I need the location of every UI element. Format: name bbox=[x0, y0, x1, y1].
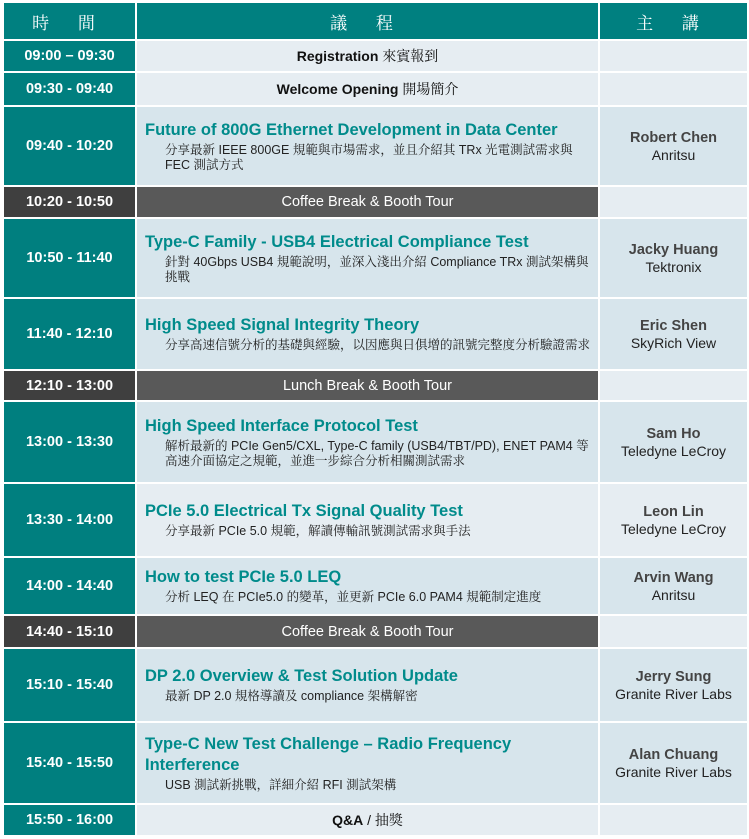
speaker-organization: Teledyne LeCroy bbox=[620, 520, 727, 537]
session-description: 分析 LEQ 在 PCIe5.0 的變革，並更新 PCIe 6.0 PAM4 規範制定進度 bbox=[165, 590, 542, 604]
break-title: Lunch Break & Booth Tour bbox=[136, 370, 599, 401]
program-title-bold: Q&A bbox=[332, 812, 364, 828]
speaker-organization: SkyRich View bbox=[630, 334, 717, 351]
session-title: DP 2.0 Overview & Test Solution Update bbox=[145, 667, 458, 685]
row-speaker-empty bbox=[599, 615, 748, 648]
agenda-break-row bbox=[3, 370, 748, 401]
program-title-bold: Welcome Opening bbox=[276, 81, 399, 97]
row-speaker bbox=[599, 483, 748, 557]
speaker-organization: Teledyne LeCroy bbox=[620, 442, 727, 459]
row-time: 11:40 - 12:10 bbox=[3, 298, 136, 370]
row-speaker-empty bbox=[599, 186, 748, 218]
row-program bbox=[136, 483, 599, 557]
session-title: Future of 800G Ethernet Development in Data Center bbox=[145, 120, 558, 139]
agenda-row bbox=[3, 722, 748, 804]
break-title: Coffee Break & Booth Tour bbox=[136, 615, 599, 648]
speaker-organization: Granite River Labs bbox=[615, 763, 732, 780]
row-time: 10:20 - 10:50 bbox=[3, 186, 136, 218]
row-speaker bbox=[599, 298, 748, 370]
agenda-row bbox=[3, 106, 748, 186]
session-description: 針對 40Gbps USB4 規範說明，並深入淺出介紹 Compliance TRx 測試架構與挑戰 bbox=[165, 254, 589, 284]
agenda-row bbox=[3, 401, 748, 483]
session-description: 解析最新的 PCIe Gen5/CXL, Type-C family (USB4/TBT/PD), ENET PAM4 等高速介面協定之規範，並進一步綜合分析相關測試需求 bbox=[165, 438, 589, 468]
row-program bbox=[136, 218, 599, 298]
row-speaker bbox=[599, 648, 748, 722]
agenda-row bbox=[3, 557, 748, 615]
row-speaker-empty bbox=[599, 72, 748, 106]
row-time: 15:40 - 15:50 bbox=[3, 722, 136, 804]
agenda-row bbox=[3, 218, 748, 298]
agenda-header-row bbox=[3, 2, 748, 40]
agenda-row bbox=[3, 72, 748, 106]
agenda-row bbox=[3, 804, 748, 836]
session-description: 分享高速信號分析的基礎與經驗，以因應與日俱增的訊號完整度分析驗證需求 bbox=[165, 338, 591, 352]
speaker-name: Eric Shen bbox=[640, 317, 707, 334]
speaker-name: Alan Chuang bbox=[628, 746, 719, 763]
agenda-row bbox=[3, 648, 748, 722]
speaker-name: Leon Lin bbox=[643, 503, 704, 520]
row-speaker bbox=[599, 557, 748, 615]
row-time: 09:40 - 10:20 bbox=[3, 106, 136, 186]
row-program bbox=[136, 298, 599, 370]
header-speaker: 主 講 bbox=[599, 2, 748, 40]
speaker-organization: Anritsu bbox=[651, 146, 696, 163]
row-speaker bbox=[599, 218, 748, 298]
row-time: 15:50 - 16:00 bbox=[3, 804, 136, 836]
speaker-organization: Anritsu bbox=[651, 586, 696, 603]
row-speaker-empty bbox=[599, 40, 748, 72]
agenda-table bbox=[2, 1, 749, 837]
session-title: High Speed Signal Integrity Theory bbox=[145, 316, 420, 334]
speaker-organization: Granite River Labs bbox=[615, 685, 732, 702]
row-time: 14:40 - 15:10 bbox=[3, 615, 136, 648]
row-program bbox=[136, 557, 599, 615]
row-program bbox=[136, 401, 599, 483]
row-speaker bbox=[599, 106, 748, 186]
row-speaker-empty bbox=[599, 370, 748, 401]
program-title-rest: 來賓報到 bbox=[378, 48, 439, 64]
row-program bbox=[136, 804, 599, 836]
speaker-name: Arvin Wang bbox=[633, 569, 714, 586]
session-description: USB 測試新挑戰，詳細介紹 RFI 測試架構 bbox=[165, 777, 397, 792]
agenda-break-row bbox=[3, 186, 748, 218]
row-speaker bbox=[599, 722, 748, 804]
agenda-row bbox=[3, 483, 748, 557]
speaker-name: Jacky Huang bbox=[628, 241, 719, 258]
program-title-rest: / 抽獎 bbox=[363, 812, 403, 828]
session-description: 分享最新 PCIe 5.0 規範，解讀傳輸訊號測試需求與手法 bbox=[165, 524, 471, 538]
agenda-row bbox=[3, 298, 748, 370]
header-program: 議 程 bbox=[136, 2, 599, 40]
session-title: PCIe 5.0 Electrical Tx Signal Quality Test bbox=[145, 502, 463, 520]
row-program bbox=[136, 40, 599, 72]
session-description: 最新 DP 2.0 規格導讀及 compliance 架構解密 bbox=[165, 689, 418, 703]
row-time: 15:10 - 15:40 bbox=[3, 648, 136, 722]
row-program bbox=[136, 648, 599, 722]
row-time: 14:00 - 14:40 bbox=[3, 557, 136, 615]
header-time: 時 間 bbox=[3, 2, 136, 40]
speaker-name: Jerry Sung bbox=[635, 668, 712, 685]
row-program bbox=[136, 722, 599, 804]
agenda-row bbox=[3, 40, 748, 72]
row-time: 10:50 - 11:40 bbox=[3, 218, 136, 298]
row-speaker-empty bbox=[599, 804, 748, 836]
speaker-name: Robert Chen bbox=[630, 129, 717, 146]
row-time: 09:30 - 09:40 bbox=[3, 72, 136, 106]
session-title: How to test PCIe 5.0 LEQ bbox=[145, 568, 342, 586]
row-time: 09:00 – 09:30 bbox=[3, 40, 136, 72]
session-description: 分享最新 IEEE 800GE 規範與市場需求，並且介紹其 TRx 光電測試需求與 FEC 測試方式 bbox=[165, 142, 573, 172]
agenda-break-row bbox=[3, 615, 748, 648]
program-title-bold: Registration bbox=[296, 48, 379, 64]
session-title: Type-C New Test Challenge – Radio Frequency Interference bbox=[145, 734, 512, 774]
row-time: 13:00 - 13:30 bbox=[3, 401, 136, 483]
speaker-organization: Tektronix bbox=[645, 258, 702, 275]
row-time: 13:30 - 14:00 bbox=[3, 483, 136, 557]
session-title: High Speed Interface Protocol Test bbox=[145, 416, 418, 435]
break-title: Coffee Break & Booth Tour bbox=[136, 186, 599, 218]
speaker-name: Sam Ho bbox=[646, 425, 701, 442]
row-time: 12:10 - 13:00 bbox=[3, 370, 136, 401]
session-title: Type-C Family - USB4 Electrical Compliance Test bbox=[145, 232, 529, 251]
program-title-rest: 開場簡介 bbox=[398, 81, 459, 97]
row-speaker bbox=[599, 401, 748, 483]
row-program bbox=[136, 106, 599, 186]
row-program bbox=[136, 72, 599, 106]
